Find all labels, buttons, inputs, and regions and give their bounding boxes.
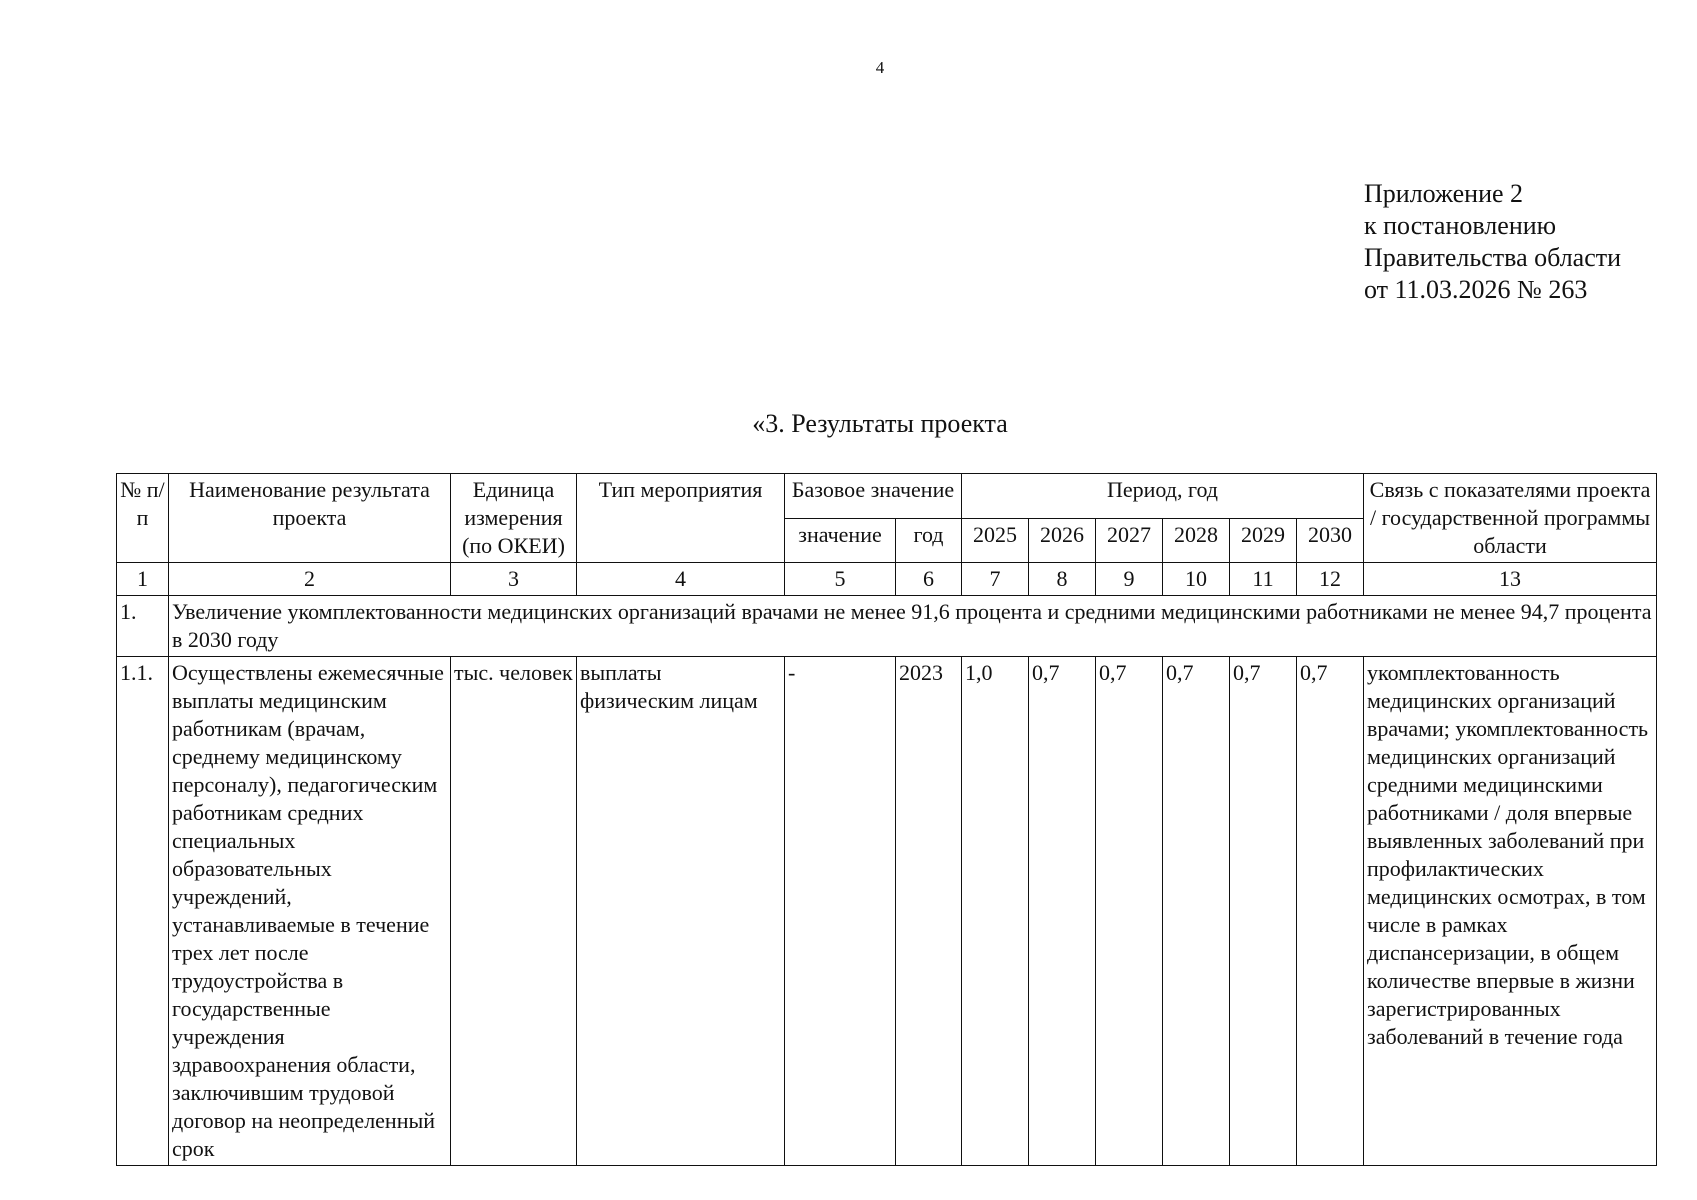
column-number-row [117, 563, 1657, 596]
row-unit: тыс. человек [451, 657, 577, 1166]
column-number: 3 [451, 563, 577, 596]
row-link: укомплектованность медицинских организаций врачами; укомплектованность медицинских организаций средними медицинскими работниками / доля впервые выявленных заболеваний при профилактических медицинских осмотрах, в том числе в рамках диспансеризации, в общем количестве впервые в жизни зарегистрированных заболеваний в течение года [1364, 657, 1657, 1166]
row-name: Осуществлены ежемесячные выплаты медицинским работникам (врачам, среднему медицинскому персоналу), педагогическим работникам средних специальных образовательных учреждений, устанавливаемые в течение трех лет после трудоустройства в государственные учреждения здравоохранения области, заключившим трудовой договор на неопределенный срок [169, 657, 451, 1166]
header-type: Тип мероприятия [577, 474, 785, 563]
column-number: 4 [577, 563, 785, 596]
header-row-1 [117, 474, 1657, 519]
section-row [117, 596, 1657, 657]
row-value-2029: 0,7 [1230, 657, 1297, 1166]
section-title: «3. Результаты проекта [752, 409, 1008, 438]
results-table [116, 473, 1657, 1166]
header-period: Период, год [962, 474, 1364, 519]
header-year-2028: 2028 [1163, 518, 1230, 563]
row-value-2025: 1,0 [962, 657, 1029, 1166]
header-num: № п/п [117, 474, 169, 563]
header-link: Связь с показателями проекта / государственной программы области [1364, 474, 1657, 563]
column-number: 9 [1096, 563, 1163, 596]
row-num: 1.1. [117, 657, 169, 1166]
row-value-2026: 0,7 [1029, 657, 1096, 1166]
header-year-2029: 2029 [1230, 518, 1297, 563]
annex-line-4: от 11.03.2026 № 263 [1364, 275, 1588, 304]
annex-line-3: Правительства области [1364, 243, 1622, 272]
column-number: 10 [1163, 563, 1230, 596]
row-type: выплаты физическим лицам [577, 657, 785, 1166]
header-base-value: значение [785, 518, 896, 563]
column-number: 7 [962, 563, 1029, 596]
column-number: 13 [1364, 563, 1657, 596]
row-value-2028: 0,7 [1163, 657, 1230, 1166]
column-number: 6 [896, 563, 962, 596]
section-text: Увеличение укомплектованности медицинских организаций врачами не менее 91,6 процента и средними медицинскими работниками не менее 94,7 процента в 2030 году [169, 596, 1657, 657]
row-value-2027: 0,7 [1096, 657, 1163, 1166]
annex-line-1: Приложение 2 [1364, 179, 1524, 208]
table-row [117, 657, 1657, 1166]
section-num: 1. [117, 596, 169, 657]
row-value-2030: 0,7 [1297, 657, 1364, 1166]
column-number: 11 [1230, 563, 1297, 596]
column-number: 12 [1297, 563, 1364, 596]
header-base-year: год [896, 518, 962, 563]
header-base: Базовое значение [785, 474, 962, 519]
header-unit: Единица измерения (по ОКЕИ) [451, 474, 577, 563]
header-year-2027: 2027 [1096, 518, 1163, 563]
row-base-value: - [785, 657, 896, 1166]
column-number: 1 [117, 563, 169, 596]
row-base-year: 2023 [896, 657, 962, 1166]
header-year-2026: 2026 [1029, 518, 1096, 563]
annex-line-2: к постановлению [1364, 211, 1557, 240]
column-number: 2 [169, 563, 451, 596]
header-year-2030: 2030 [1297, 518, 1364, 563]
annex-block [1364, 178, 1621, 306]
column-number: 8 [1029, 563, 1096, 596]
page-number: 4 [875, 58, 885, 77]
header-name: Наименование результата проекта [169, 474, 451, 563]
column-number: 5 [785, 563, 896, 596]
header-year-2025: 2025 [962, 518, 1029, 563]
